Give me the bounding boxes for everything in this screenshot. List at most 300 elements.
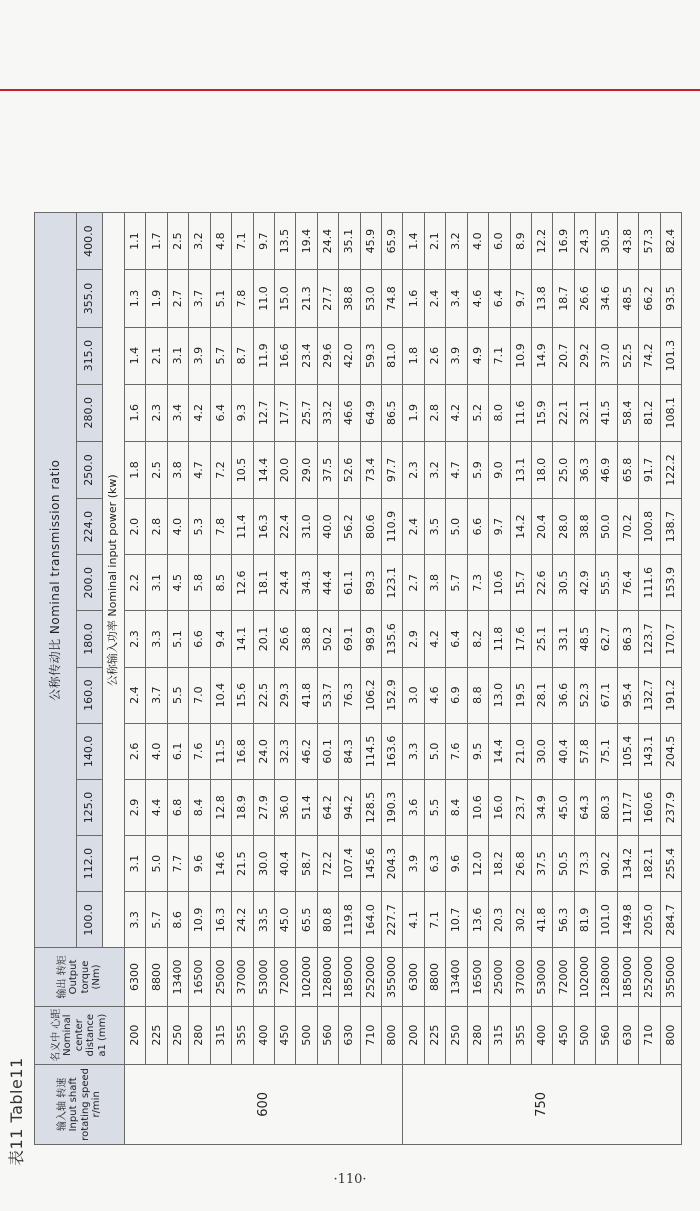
power-value-cell: 24.4 [317,213,338,270]
power-value-cell: 4.9 [467,327,488,384]
power-value-cell: 15.6 [232,667,253,723]
power-value-cell: 58.7 [296,836,317,892]
power-value-cell: 128.5 [360,779,381,835]
power-value-cell: 11.4 [232,499,253,555]
power-value-cell: 13.1 [510,441,531,498]
power-value-cell: 38.8 [296,611,317,667]
power-value-cell: 29.3 [274,667,295,723]
power-value-cell: 29.0 [296,441,317,498]
power-value-cell: 32.3 [274,723,295,779]
power-value-cell: 9.4 [210,611,231,667]
table-row [403,213,424,1145]
power-value-cell: 3.2 [446,213,467,270]
power-value-cell: 8.0 [489,384,510,441]
power-value-cell: 2.3 [146,384,167,441]
power-value-cell: 15.9 [532,384,553,441]
power-value-cell: 38.8 [574,499,595,555]
power-value-cell: 95.4 [617,667,638,723]
power-value-cell: 3.1 [125,836,146,892]
power-value-cell: 5.2 [467,384,488,441]
power-value-cell: 117.7 [617,779,638,835]
power-value-cell: 4.0 [167,499,188,555]
power-value-cell: 9.5 [467,723,488,779]
power-value-cell: 16.9 [553,213,574,270]
power-value-cell: 34.3 [296,555,317,611]
power-value-cell: 72.2 [317,836,338,892]
power-value-cell: 13.5 [274,213,295,270]
power-value-cell: 4.2 [446,384,467,441]
ratio-header-cell: 280.0 [77,384,103,441]
output-torque-cell: 13400 [167,948,188,1006]
power-value-cell: 57.3 [639,213,660,270]
power-value-cell: 81.0 [382,327,403,384]
power-value-cell: 16.6 [274,327,295,384]
power-value-cell: 86.5 [382,384,403,441]
power-value-cell: 36.6 [553,667,574,723]
power-value-cell: 73.4 [360,441,381,498]
power-value-cell: 10.9 [510,327,531,384]
power-value-cell: 3.9 [446,327,467,384]
power-value-cell: 6.0 [489,213,510,270]
power-value-cell: 6.4 [210,384,231,441]
power-value-cell: 64.9 [360,384,381,441]
power-value-cell: 56.3 [553,892,574,948]
center-distance-cell: 280 [467,1006,488,1064]
power-value-cell: 25.1 [532,611,553,667]
power-value-cell: 190.3 [382,779,403,835]
power-value-cell: 1.1 [125,213,146,270]
table-row [510,213,531,1145]
rotated-table-page [0,166,700,1166]
power-value-cell: 163.6 [382,723,403,779]
table-row [660,213,681,1145]
header-ratio-title: 公称传动比 Nominal transmission ratio [35,213,77,948]
power-value-cell: 1.4 [403,213,424,270]
power-value-cell: 3.7 [189,270,210,327]
power-value-cell: 21.5 [232,836,253,892]
power-value-cell: 11.0 [253,270,274,327]
power-value-cell: 7.8 [232,270,253,327]
power-value-cell: 51.4 [296,779,317,835]
power-value-cell: 24.4 [274,555,295,611]
power-value-cell: 7.3 [467,555,488,611]
power-value-cell: 119.8 [339,892,360,948]
power-value-cell: 9.7 [489,499,510,555]
power-value-cell: 182.1 [639,836,660,892]
power-value-cell: 15.7 [510,555,531,611]
power-value-cell: 45.0 [274,892,295,948]
power-value-cell: 90.2 [596,836,617,892]
power-value-cell: 237.9 [660,779,681,835]
power-value-cell: 7.1 [489,327,510,384]
ratio-header-cell: 224.0 [77,499,103,555]
power-value-cell: 17.6 [510,611,531,667]
power-value-cell: 5.7 [146,892,167,948]
power-value-cell: 42.9 [574,555,595,611]
power-value-cell: 6.6 [189,611,210,667]
table-row [232,213,253,1145]
power-value-cell: 170.7 [660,611,681,667]
power-value-cell: 41.8 [532,892,553,948]
power-value-cell: 34.9 [532,779,553,835]
power-value-cell: 1.6 [125,384,146,441]
power-value-cell: 9.6 [446,836,467,892]
table-row [467,213,488,1145]
power-value-cell: 13.6 [467,892,488,948]
power-value-cell: 4.6 [424,667,445,723]
table-row [146,213,167,1145]
center-distance-cell: 630 [339,1006,360,1064]
table-row [296,213,317,1145]
output-torque-cell: 252000 [639,948,660,1006]
power-value-cell: 24.2 [232,892,253,948]
center-distance-cell: 250 [446,1006,467,1064]
power-value-cell: 50.5 [553,836,574,892]
power-value-cell: 10.6 [489,555,510,611]
power-value-cell: 101.0 [596,892,617,948]
power-value-cell: 43.8 [617,213,638,270]
power-value-cell: 5.0 [424,723,445,779]
power-value-cell: 123.7 [639,611,660,667]
power-value-cell: 8.7 [232,327,253,384]
power-value-cell: 22.4 [274,499,295,555]
power-value-cell: 6.8 [167,779,188,835]
power-value-cell: 80.8 [317,892,338,948]
power-value-cell: 32.1 [574,384,595,441]
output-torque-cell: 13400 [446,948,467,1006]
power-value-cell: 4.0 [146,723,167,779]
power-value-cell: 2.8 [424,384,445,441]
table-caption: 表11 Table11 [7,1057,26,1166]
power-value-cell: 35.1 [339,213,360,270]
power-value-cell: 138.7 [660,499,681,555]
power-value-cell: 89.3 [360,555,381,611]
table-row [639,213,660,1145]
power-value-cell: 20.1 [253,611,274,667]
center-distance-cell: 280 [189,1006,210,1064]
power-value-cell: 23.7 [510,779,531,835]
power-value-cell: 3.0 [403,667,424,723]
center-distance-cell: 315 [210,1006,231,1064]
power-value-cell: 4.0 [467,213,488,270]
power-value-cell: 1.8 [403,327,424,384]
center-distance-cell: 450 [553,1006,574,1064]
power-value-cell: 2.1 [424,213,445,270]
output-torque-cell: 355000 [382,948,403,1006]
power-value-cell: 73.3 [574,836,595,892]
power-value-cell: 3.3 [146,611,167,667]
power-value-cell: 40.4 [274,836,295,892]
power-value-cell: 14.2 [510,499,531,555]
power-value-cell: 28.1 [532,667,553,723]
power-value-cell: 11.9 [253,327,274,384]
power-value-cell: 33.2 [317,384,338,441]
power-value-cell: 19.4 [296,213,317,270]
power-value-cell: 9.7 [253,213,274,270]
table-row [253,213,274,1145]
power-value-cell: 67.1 [596,667,617,723]
power-value-cell: 5.7 [446,555,467,611]
table-row [125,213,146,1145]
center-distance-cell: 250 [167,1006,188,1064]
power-value-cell: 4.2 [424,611,445,667]
power-value-cell: 37.5 [532,836,553,892]
center-distance-cell: 710 [360,1006,381,1064]
power-value-cell: 14.4 [253,441,274,498]
power-value-cell: 8.2 [467,611,488,667]
power-value-cell: 22.6 [532,555,553,611]
output-torque-cell: 8800 [424,948,445,1006]
power-value-cell: 10.4 [210,667,231,723]
power-value-cell: 135.6 [382,611,403,667]
power-value-cell: 7.1 [232,213,253,270]
power-value-cell: 27.7 [317,270,338,327]
power-value-cell: 14.1 [232,611,253,667]
power-value-cell: 2.7 [403,555,424,611]
power-value-cell: 20.4 [532,499,553,555]
power-value-cell: 26.6 [274,611,295,667]
power-value-cell: 6.4 [446,611,467,667]
center-distance-cell: 355 [232,1006,253,1064]
power-value-cell: 24.3 [574,213,595,270]
power-value-cell: 134.2 [617,836,638,892]
power-value-cell: 3.3 [125,892,146,948]
power-value-cell: 3.4 [446,270,467,327]
power-value-cell: 65.9 [382,213,403,270]
output-torque-cell: 37000 [510,948,531,1006]
input-speed-cell: 600 [125,1064,403,1144]
power-value-cell: 2.4 [125,667,146,723]
output-torque-cell: 72000 [274,948,295,1006]
power-value-cell: 37.0 [596,327,617,384]
ratio-header-cell: 125.0 [77,779,103,835]
output-torque-cell: 185000 [617,948,638,1006]
power-value-cell: 48.5 [574,611,595,667]
power-value-cell: 6.6 [467,499,488,555]
power-value-cell: 34.6 [596,270,617,327]
power-value-cell: 55.5 [596,555,617,611]
power-value-cell: 7.2 [210,441,231,498]
power-value-cell: 5.7 [210,327,231,384]
ratio-header-cell: 112.0 [77,836,103,892]
power-value-cell: 3.6 [403,779,424,835]
table-row [317,213,338,1145]
power-value-cell: 145.6 [360,836,381,892]
center-distance-cell: 630 [617,1006,638,1064]
power-value-cell: 8.8 [467,667,488,723]
power-value-cell: 25.7 [296,384,317,441]
power-value-cell: 152.9 [382,667,403,723]
power-value-cell: 12.2 [532,213,553,270]
power-value-cell: 45.0 [553,779,574,835]
power-value-cell: 149.8 [617,892,638,948]
power-value-cell: 153.9 [660,555,681,611]
power-value-cell: 98.9 [360,611,381,667]
power-value-cell: 23.4 [296,327,317,384]
power-value-cell: 123.1 [382,555,403,611]
power-value-cell: 46.9 [596,441,617,498]
power-value-cell: 4.7 [189,441,210,498]
power-value-cell: 2.4 [403,499,424,555]
power-value-cell: 20.0 [274,441,295,498]
power-value-cell: 81.2 [639,384,660,441]
power-value-cell: 5.1 [167,611,188,667]
power-value-cell: 4.2 [189,384,210,441]
center-distance-cell: 400 [253,1006,274,1064]
center-distance-cell: 225 [146,1006,167,1064]
power-value-cell: 66.2 [639,270,660,327]
power-value-cell: 7.1 [424,892,445,948]
power-rating-table [34,212,682,1145]
ratio-header-cell: 160.0 [77,667,103,723]
power-value-cell: 60.1 [317,723,338,779]
power-value-cell: 5.8 [189,555,210,611]
power-value-cell: 12.6 [232,555,253,611]
center-distance-cell: 710 [639,1006,660,1064]
power-value-cell: 18.7 [553,270,574,327]
power-value-cell: 108.1 [660,384,681,441]
output-torque-cell: 8800 [146,948,167,1006]
power-value-cell: 36.0 [274,779,295,835]
power-value-cell: 80.3 [596,779,617,835]
center-distance-cell: 315 [489,1006,510,1064]
output-torque-cell: 128000 [317,948,338,1006]
power-value-cell: 8.5 [210,555,231,611]
power-value-cell: 2.6 [125,723,146,779]
output-torque-cell: 72000 [553,948,574,1006]
table-row [617,213,638,1145]
power-value-cell: 7.7 [167,836,188,892]
power-value-cell: 52.6 [339,441,360,498]
power-value-cell: 3.9 [403,836,424,892]
power-value-cell: 2.5 [146,441,167,498]
power-value-cell: 204.3 [382,836,403,892]
power-value-cell: 164.0 [360,892,381,948]
output-torque-cell: 53000 [532,948,553,1006]
ratio-header-cell: 100.0 [77,892,103,948]
power-value-cell: 17.7 [274,384,295,441]
power-value-cell: 33.1 [553,611,574,667]
power-value-cell: 227.7 [382,892,403,948]
power-value-cell: 18.0 [532,441,553,498]
power-value-cell: 4.7 [446,441,467,498]
center-distance-cell: 800 [382,1006,403,1064]
power-value-cell: 204.5 [660,723,681,779]
table-row [424,213,445,1145]
table-row [339,213,360,1145]
power-value-cell: 14.6 [210,836,231,892]
power-value-cell: 2.0 [125,499,146,555]
power-value-cell: 36.3 [574,441,595,498]
power-value-cell: 94.2 [339,779,360,835]
output-torque-cell: 25000 [210,948,231,1006]
table-row [446,213,467,1145]
power-value-cell: 2.8 [146,499,167,555]
power-value-cell: 106.2 [360,667,381,723]
power-value-cell: 114.5 [360,723,381,779]
ratio-header-cell: 250.0 [77,441,103,498]
power-value-cell: 111.6 [639,555,660,611]
output-torque-cell: 16500 [189,948,210,1006]
power-value-cell: 6.9 [446,667,467,723]
power-value-cell: 50.0 [596,499,617,555]
power-value-cell: 57.8 [574,723,595,779]
power-value-cell: 105.4 [617,723,638,779]
ratio-header-cell: 315.0 [77,327,103,384]
table-row [382,213,403,1145]
power-value-cell: 20.3 [489,892,510,948]
power-value-cell: 91.7 [639,441,660,498]
power-value-cell: 30.2 [510,892,531,948]
power-value-cell: 255.4 [660,836,681,892]
power-value-cell: 10.9 [189,892,210,948]
power-value-cell: 75.1 [596,723,617,779]
power-value-cell: 1.7 [146,213,167,270]
power-value-cell: 11.8 [489,611,510,667]
power-value-cell: 76.4 [617,555,638,611]
power-value-cell: 22.5 [253,667,274,723]
output-torque-cell: 37000 [232,948,253,1006]
power-value-cell: 81.9 [574,892,595,948]
power-value-cell: 52.5 [617,327,638,384]
power-value-cell: 13.8 [532,270,553,327]
power-value-cell: 6.1 [167,723,188,779]
power-value-cell: 45.9 [360,213,381,270]
power-value-cell: 20.7 [553,327,574,384]
power-value-cell: 4.1 [403,892,424,948]
power-value-cell: 3.5 [424,499,445,555]
table-row [596,213,617,1145]
header-input-speed: 输入轴 转速 Input shaft rotating speed r/min [35,1064,125,1144]
power-value-cell: 18.9 [232,779,253,835]
power-value-cell: 74.8 [382,270,403,327]
power-value-cell: 30.0 [253,836,274,892]
power-value-cell: 2.7 [167,270,188,327]
center-distance-cell: 200 [125,1006,146,1064]
power-value-cell: 41.8 [296,667,317,723]
power-value-cell: 59.3 [360,327,381,384]
center-distance-cell: 200 [403,1006,424,1064]
power-value-cell: 42.0 [339,327,360,384]
table-row [574,213,595,1145]
power-value-cell: 31.0 [296,499,317,555]
power-value-cell: 18.2 [489,836,510,892]
center-distance-cell: 500 [574,1006,595,1064]
output-torque-cell: 185000 [339,948,360,1006]
power-value-cell: 65.8 [617,441,638,498]
power-value-cell: 16.0 [489,779,510,835]
power-value-cell: 5.1 [210,270,231,327]
power-value-cell: 12.0 [467,836,488,892]
table-row [210,213,231,1145]
power-value-cell: 10.6 [467,779,488,835]
power-value-cell: 22.1 [553,384,574,441]
power-value-cell: 5.9 [467,441,488,498]
power-value-cell: 52.3 [574,667,595,723]
power-value-cell: 9.7 [510,270,531,327]
power-value-cell: 19.5 [510,667,531,723]
power-value-cell: 284.7 [660,892,681,948]
power-value-cell: 9.3 [232,384,253,441]
power-value-cell: 48.5 [617,270,638,327]
power-value-cell: 53.7 [317,667,338,723]
header-red-rule [0,89,700,91]
power-value-cell: 65.5 [296,892,317,948]
power-value-cell: 50.2 [317,611,338,667]
ratio-header-cell: 400.0 [77,213,103,270]
power-value-cell: 205.0 [639,892,660,948]
center-distance-cell: 560 [596,1006,617,1064]
